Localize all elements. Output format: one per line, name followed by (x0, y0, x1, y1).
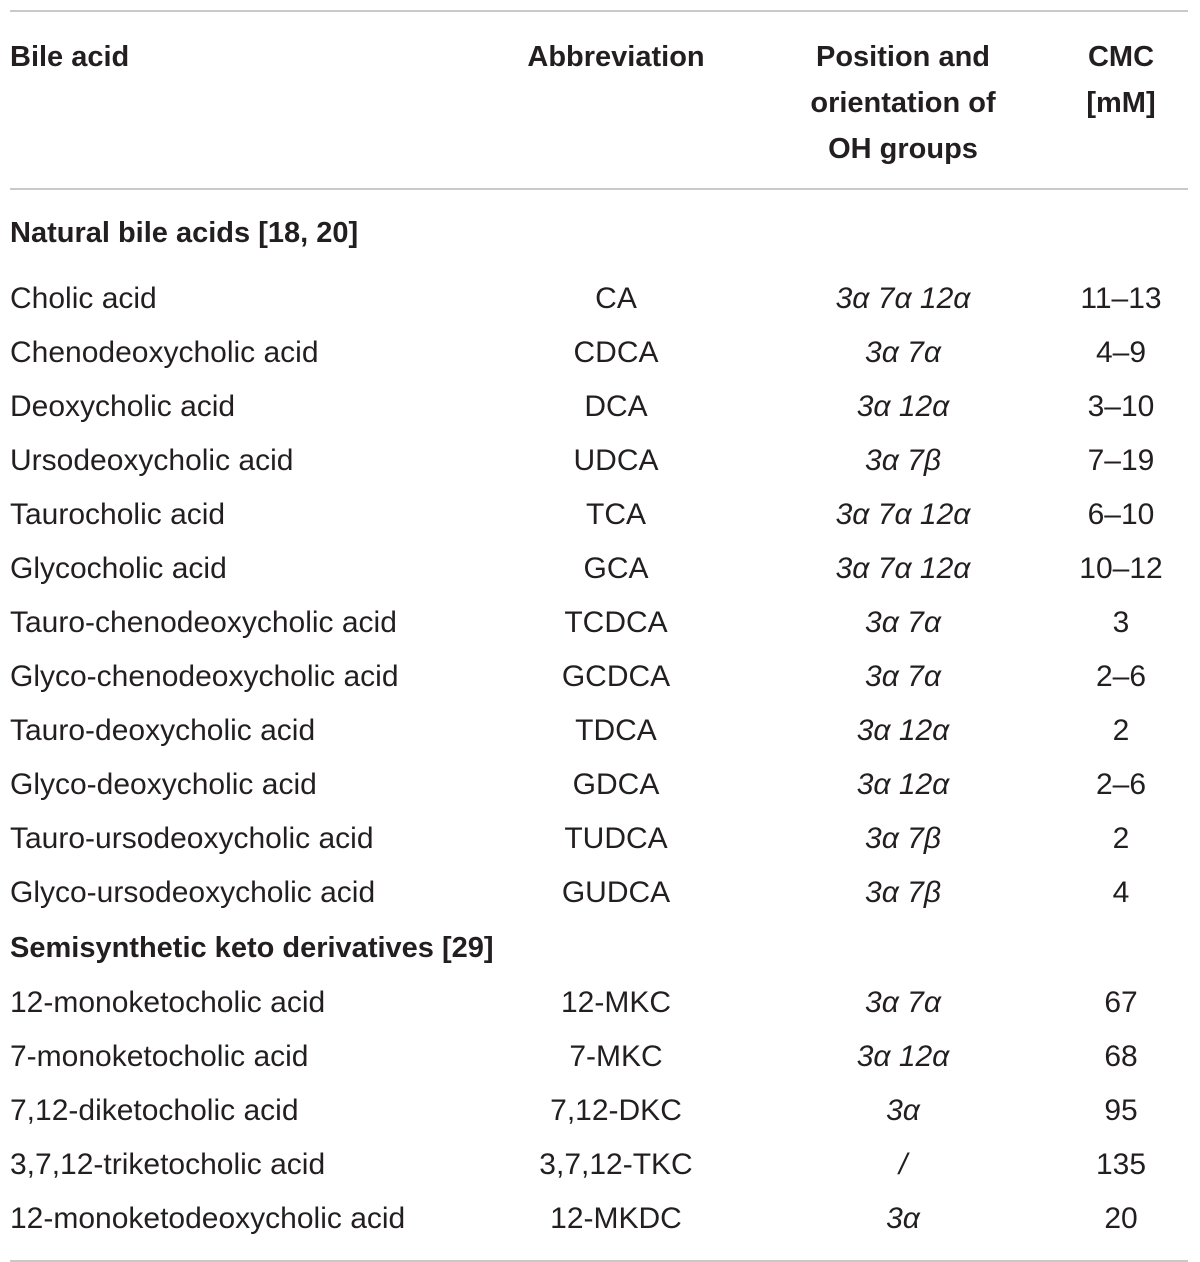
cell-oh-position: 3α 7α 12α (835, 552, 971, 585)
cell-cmc: 67 (1104, 986, 1138, 1019)
cell-oh-position: 3α (886, 1094, 920, 1127)
section-title: Semisynthetic keto derivatives [29] (10, 931, 494, 964)
table-row (10, 542, 1188, 596)
table-row (10, 326, 1188, 380)
cell-abbreviation: 12-MKC (560, 986, 672, 1019)
cell-bile-acid-name: Tauro-chenodeoxycholic acid (10, 606, 397, 639)
cell-bile-acid-name: Glycocholic acid (10, 552, 227, 585)
cell-abbreviation: 12-MKDC (550, 1202, 682, 1235)
cell-bile-acid-name: 7-monoketocholic acid (10, 1040, 309, 1073)
header-cmc-line1: CMC (1087, 41, 1155, 73)
bottom-spacer (10, 1246, 1188, 1261)
table-row (10, 434, 1188, 488)
cell-abbreviation: CDCA (573, 336, 659, 369)
cell-cmc: 6–10 (1087, 498, 1155, 531)
header-position (752, 12, 1054, 189)
cell-bile-acid-name: Glyco-deoxycholic acid (10, 768, 317, 801)
cell-bile-acid-name: Tauro-ursodeoxycholic acid (10, 822, 374, 855)
cell-oh-position: 3α 7α (865, 660, 941, 693)
cell-cmc: 135 (1095, 1148, 1147, 1181)
cell-bile-acid-name: 3,7,12-triketocholic acid (10, 1148, 326, 1181)
cell-oh-position: 3α 7α (865, 606, 941, 639)
table-row (10, 488, 1188, 542)
cell-cmc: 2–6 (1095, 660, 1147, 693)
table-row (10, 272, 1188, 326)
cell-cmc: 20 (1104, 1202, 1138, 1235)
table-row (10, 976, 1188, 1030)
cell-abbreviation: 7,12-DKC (550, 1094, 682, 1127)
cell-cmc: 2–6 (1095, 768, 1147, 801)
cell-cmc: 2 (1112, 714, 1130, 747)
cell-oh-position: 3α 12α (856, 1040, 950, 1073)
cell-oh-position: 3α 12α (856, 714, 950, 747)
bile-acid-table (10, 10, 1188, 1262)
table-row (10, 812, 1188, 866)
cell-cmc: 3–10 (1087, 390, 1155, 423)
cell-bile-acid-name: Tauro-deoxycholic acid (10, 714, 316, 747)
cell-oh-position: 3α 7α (865, 986, 941, 1019)
cell-abbreviation: TUDCA (564, 822, 668, 855)
header-cmc (1054, 12, 1188, 189)
cell-abbreviation: GCA (583, 552, 649, 585)
table-row (10, 650, 1188, 704)
cell-cmc: 4 (1112, 876, 1130, 909)
cell-bile-acid-name: Cholic acid (10, 282, 157, 315)
cell-oh-position: 3α 12α (856, 768, 950, 801)
cell-abbreviation: TCA (586, 498, 646, 531)
cell-cmc: 3 (1112, 606, 1130, 639)
header-position-line3: OH groups (828, 133, 978, 165)
cell-bile-acid-name: Deoxycholic acid (10, 390, 236, 423)
table-body (10, 189, 1188, 1246)
cell-abbreviation: CA (595, 282, 637, 315)
cell-bile-acid-name: Taurocholic acid (10, 498, 226, 531)
cell-abbreviation: 3,7,12-TKC (539, 1148, 693, 1181)
cell-bile-acid-name: Glyco-chenodeoxycholic acid (10, 660, 399, 693)
cell-cmc: 7–19 (1087, 444, 1155, 477)
cell-oh-position: / (898, 1148, 908, 1181)
section-title: Natural bile acids [18, 20] (10, 216, 359, 249)
table-row (10, 704, 1188, 758)
section-row (10, 189, 1188, 272)
cell-abbreviation: GDCA (572, 768, 660, 801)
table-row (10, 596, 1188, 650)
bile-acid-table-container (10, 10, 1188, 1262)
header-position-line2: orientation of (810, 87, 996, 119)
table-row (10, 1192, 1188, 1246)
cell-oh-position: 3α 12α (856, 390, 950, 423)
cell-abbreviation: GCDCA (561, 660, 671, 693)
cell-oh-position: 3α 7α (865, 336, 941, 369)
cell-cmc: 10–12 (1079, 552, 1163, 585)
header-row (10, 12, 1188, 189)
section-row (10, 920, 1188, 976)
cell-bile-acid-name: 7,12-diketocholic acid (10, 1094, 299, 1127)
table-header (10, 11, 1188, 189)
cell-abbreviation: GUDCA (561, 876, 671, 909)
table-row (10, 1030, 1188, 1084)
cell-oh-position: 3α 7α 12α (835, 282, 971, 315)
cell-abbreviation: UDCA (573, 444, 659, 477)
cell-cmc: 4–9 (1095, 336, 1147, 369)
table-row (10, 866, 1188, 920)
cell-bile-acid-name: Ursodeoxycholic acid (10, 444, 294, 477)
table-row (10, 758, 1188, 812)
cell-bile-acid-name: 12-monoketodeoxycholic acid (10, 1202, 406, 1235)
cell-abbreviation: TDCA (575, 714, 657, 747)
header-position-line1: Position and (816, 41, 990, 73)
cell-cmc: 2 (1112, 822, 1130, 855)
cell-abbreviation: TCDCA (564, 606, 668, 639)
cell-oh-position: 3α 7β (865, 822, 941, 855)
table-row (10, 380, 1188, 434)
cell-bile-acid-name: Glyco-ursodeoxycholic acid (10, 876, 376, 909)
header-bile-acid: Bile acid (10, 12, 480, 189)
cell-cmc: 68 (1104, 1040, 1138, 1073)
header-abbreviation: Abbreviation (480, 12, 752, 189)
cell-bile-acid-name: 12-monoketocholic acid (10, 986, 326, 1019)
cell-abbreviation: DCA (584, 390, 648, 423)
table-row (10, 1084, 1188, 1138)
cell-cmc: 11–13 (1080, 282, 1162, 315)
cell-oh-position: 3α 7α 12α (835, 498, 971, 531)
cell-oh-position: 3α (886, 1202, 920, 1235)
cell-oh-position: 3α 7β (865, 444, 941, 477)
table-row (10, 1138, 1188, 1192)
cell-oh-position: 3α 7β (865, 876, 941, 909)
cell-bile-acid-name: Chenodeoxycholic acid (10, 336, 319, 369)
cell-cmc: 95 (1104, 1094, 1138, 1127)
cell-abbreviation: 7-MKC (569, 1040, 663, 1073)
header-cmc-line2: [mM] (1086, 87, 1156, 119)
